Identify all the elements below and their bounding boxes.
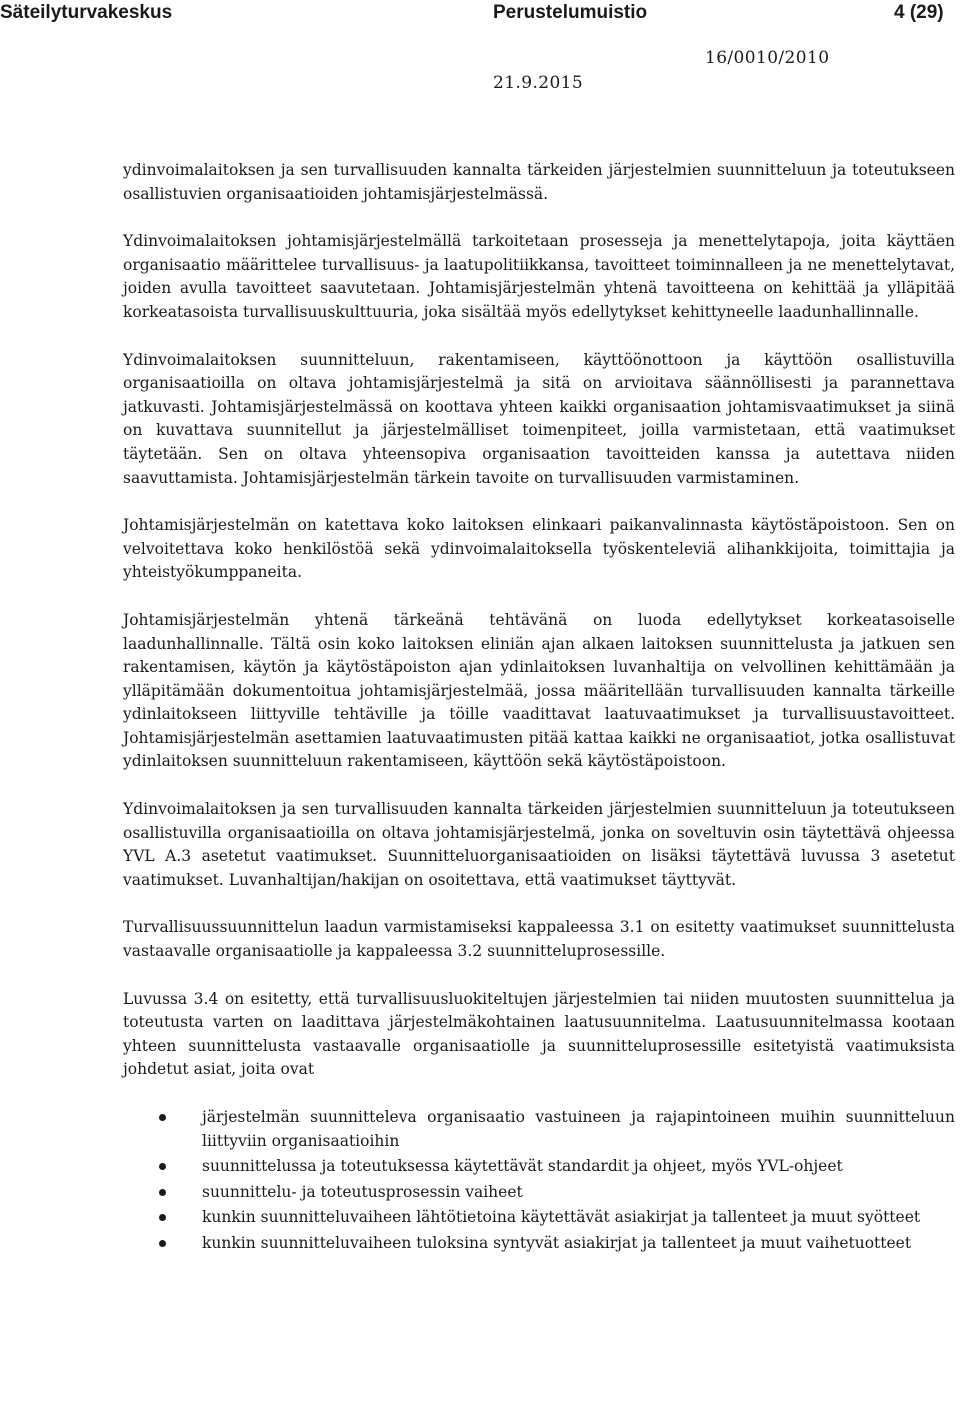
bullet-icon — [159, 1163, 166, 1170]
document-type: Perustelumuistio — [493, 2, 648, 23]
list-item-text: kunkin suunnitteluvaiheen tuloksina syntyvät asiakirjat ja tallenteet ja muut vaihetuotteet — [202, 1233, 912, 1252]
paragraph: Johtamisjärjestelmän on katettava koko laitoksen elinkaari paikanvalinnasta käytöstäpoistoon. Sen on velvoitettava koko henkilöstöä sekä ydinvoimalaitoksella työskenteleviä alihankkijoita, toimittajia ja yhteistyökumppaneita. — [123, 516, 955, 582]
bullet-icon — [159, 1240, 166, 1247]
bullet-icon — [159, 1189, 166, 1196]
list-item — [123, 1232, 955, 1256]
paragraph: ydinvoimalaitoksen ja sen turvallisuuden kannalta tärkeiden järjestelmien suunnitteluun ja toteutukseen osallistuvien organisaatioiden johtamisjärjestelmässä. — [123, 161, 955, 203]
list-item-text: suunnittelussa ja toteutuksessa käytettävät standardit ja ohjeet, myös YVL-ohjeet — [202, 1157, 843, 1176]
bullet-list — [123, 1106, 955, 1256]
page-number: 4 (29) — [894, 2, 944, 23]
page-header — [0, 0, 960, 100]
list-item — [123, 1206, 955, 1230]
paragraph: Ydinvoimalaitoksen ja sen turvallisuuden kannalta tärkeiden järjestelmien suunnitteluun ja toteutukseen osallistuvilla organisaatioilla on oltava johtamisjärjestelmä, jonka on soveltuvin osin täytettävä ohjeessa YVL A.3 asetetut vaatimukset. Suunnitteluorganisaatioiden on lisäksi täytettävä luvussa 3 asetetut vaatimukset. Luvanhaltijan/hakijan on osoitettava, että vaatimukset täyttyvät. — [123, 800, 955, 889]
document-body — [123, 159, 955, 1258]
paragraph: Turvallisuussuunnittelun laadun varmistamiseksi kappaleessa 3.1 on esitetty vaatimukset suunnittelusta vastaavalle organisaatiolle ja kappaleessa 3.2 suunnitteluprosessille. — [123, 918, 955, 961]
document-date: 21.9.2015 — [493, 73, 584, 93]
bullet-icon — [159, 1114, 166, 1121]
bullet-icon — [159, 1214, 166, 1221]
list-item — [123, 1155, 955, 1179]
paragraph: Ydinvoimalaitoksen suunnitteluun, rakentamiseen, käyttöönottoon ja käyttöön osallistuvilla organisaatioilla on oltava johtamisjärjestelmä ja sitä on arvioitava säännöllisesti ja parannettava jatkuvasti. Johtamisjärjestelmässä on koottava yhteen kaikki organisaation johtamisvaatimukset ja siinä on kuvattava suunnitellut ja järjestelmälliset toimenpiteet, joilla varmistetaan, että vaatimukset täytetään. Sen on oltava yhteensopiva organisaation tavoitteiden kanssa ja autettava niiden saavuttamista. Johtamisjärjestelmän tärkein tavoite on turvallisuuden varmistaminen. — [123, 350, 955, 487]
document-number: 16/0010/2010 — [705, 48, 830, 68]
list-item — [123, 1106, 955, 1153]
list-item — [123, 1181, 955, 1205]
organization-name: Säteilyturvakeskus — [0, 2, 173, 23]
list-item-text: järjestelmän suunnitteleva organisaatio vastuineen ja rajapintoineen muihin suunnitteluun liittyviin organisaatioihin — [202, 1108, 955, 1150]
paragraph: Luvussa 3.4 on esitetty, että turvallisuusluokiteltujen järjestelmien tai niiden muutosten suunnittelua ja toteutusta varten on laadittava järjestelmäkohtainen laatusuunnitelma. Laatusuunnitelmassa kootaan yhteen suunnittelusta vastaavalle organisaatiolle ja suunnitteluprosessille esitetyistä vaatimuksista johdetut asiat, joita ovat — [123, 989, 955, 1079]
paragraph: Ydinvoimalaitoksen johtamisjärjestelmällä tarkoitetaan prosesseja ja menettelytapoja, joita käyttäen organisaatio määrittelee turvallisuus- ja laatupolitiikkansa, tavoitteet toiminnalleen ja ne menettelytavat, joiden avulla tavoitteet saavutetaan. Johtamisjärjestelmän yhtenä tavoitteena on kehittää ja ylläpitää korkeatasoista turvallisuuskulttuuria, joka sisältää myös edellytykset kehittyneelle laadunhallinnalle. — [123, 232, 955, 321]
paragraph: Johtamisjärjestelmän yhtenä tärkeänä tehtävänä on luoda edellytykset korkeatasoiselle laadunhallinnalle. Tältä osin koko laitoksen eliniän ajan alkaen laitoksen suunnittelusta ja jatkuen sen rakentamisen, käytön ja käytöstäpoiston ajan ydinlaitoksen luvanhaltija on velvollinen kehittämään ja ylläpitämään dokumentoitua johtamisjärjestelmää, jossa määritellään turvallisuuden kannalta tärkeille ydinlaitokseen liittyville tehtäville ja töille vaadittavat laatuvaatimukset ja turvallisuustavoitteet. Johtamisjärjestelmän asettamien laatuvaatimusten pitää kattaa kaikki ne organisaatiot, jotka osallistuvat ydinlaitoksen suunnitteluun rakentamiseen, käyttöön sekä käytöstäpoistoon. — [123, 610, 955, 771]
list-item-text: kunkin suunnitteluvaiheen lähtötietoina käytettävät asiakirjat ja tallenteet ja muut syötteet — [202, 1208, 921, 1227]
list-item-text: suunnittelu- ja toteutusprosessin vaiheet — [202, 1182, 523, 1201]
